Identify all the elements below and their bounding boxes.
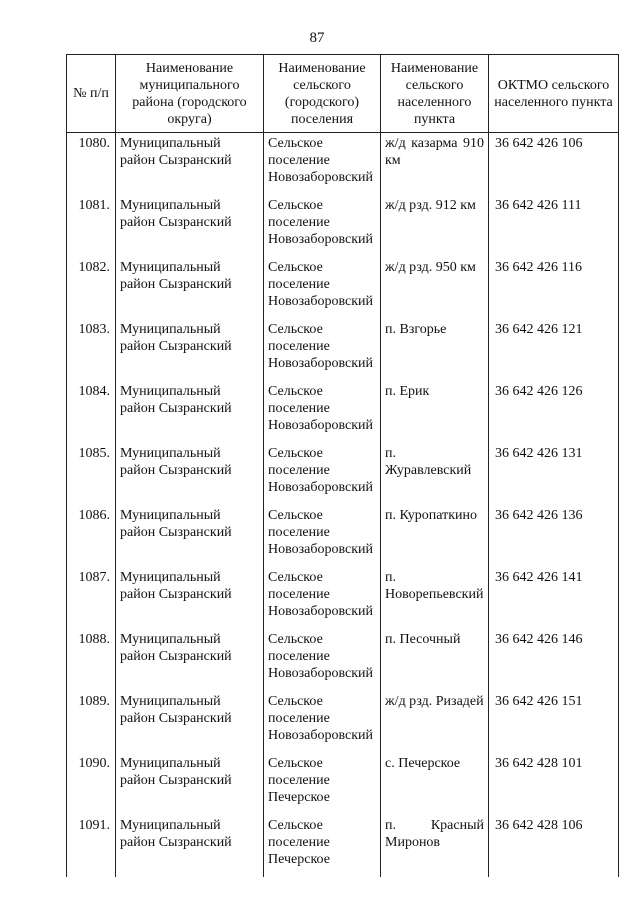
locality-cell: ж/д рзд. Ризадей <box>381 691 489 753</box>
table-row <box>67 505 619 567</box>
table-row <box>67 567 619 629</box>
row-number: 1091. <box>67 815 116 877</box>
row-number: 1080. <box>67 133 116 196</box>
header-oktmo: ОКТМО сельского населенного пункта <box>489 55 619 133</box>
locality-cell: п. Песочный <box>381 629 489 691</box>
district-cell: Муниципальный район Сызранский <box>116 381 264 443</box>
oktmo-cell: 36 642 426 151 <box>489 691 619 753</box>
table-row <box>67 443 619 505</box>
locality-cell: ж/д рзд. 912 км <box>381 195 489 257</box>
locality-cell: с. Печерское <box>381 753 489 815</box>
row-number: 1090. <box>67 753 116 815</box>
settlement-cell: Сельское поселение Новозаборовский <box>264 133 381 196</box>
locality-cell: п. Красный Миронов <box>381 815 489 877</box>
settlement-cell: Сельское поселение Печерское <box>264 815 381 877</box>
row-number: 1088. <box>67 629 116 691</box>
district-cell: Муниципальный район Сызранский <box>116 815 264 877</box>
district-cell: Муниципальный район Сызранский <box>116 443 264 505</box>
district-cell: Муниципальный район Сызранский <box>116 505 264 567</box>
table-row <box>67 133 619 196</box>
table-row <box>67 753 619 815</box>
table-row <box>67 629 619 691</box>
locality-cell: п. Куропаткино <box>381 505 489 567</box>
settlement-cell: Сельское поселение Новозаборовский <box>264 195 381 257</box>
locality-cell: п. Журавлевский <box>381 443 489 505</box>
district-cell: Муниципальный район Сызранский <box>116 567 264 629</box>
oktmo-cell: 36 642 426 126 <box>489 381 619 443</box>
header-district: Наименование муниципального района (городского округа) <box>116 55 264 133</box>
oktmo-cell: 36 642 428 101 <box>489 753 619 815</box>
district-cell: Муниципальный район Сызранский <box>116 319 264 381</box>
row-number: 1084. <box>67 381 116 443</box>
row-number: 1081. <box>67 195 116 257</box>
page-number: 87 <box>309 30 325 46</box>
locality-cell: п. Взгорье <box>381 319 489 381</box>
oktmo-cell: 36 642 426 111 <box>489 195 619 257</box>
table-body <box>67 133 619 878</box>
settlement-cell: Сельское поселение Новозаборовский <box>264 381 381 443</box>
locality-cell: п. Ерик <box>381 381 489 443</box>
settlements-table <box>66 54 619 877</box>
table-row <box>67 691 619 753</box>
row-number: 1087. <box>67 567 116 629</box>
settlement-cell: Сельское поселение Печерское <box>264 753 381 815</box>
locality-cell: ж/д казарма 910 км <box>381 133 489 196</box>
district-cell: Муниципальный район Сызранский <box>116 691 264 753</box>
district-cell: Муниципальный район Сызранский <box>116 629 264 691</box>
oktmo-cell: 36 642 426 131 <box>489 443 619 505</box>
row-number: 1089. <box>67 691 116 753</box>
table-row <box>67 319 619 381</box>
settlement-cell: Сельское поселение Новозаборовский <box>264 629 381 691</box>
table-header-row <box>67 55 619 133</box>
oktmo-cell: 36 642 426 116 <box>489 257 619 319</box>
settlement-cell: Сельское поселение Новозаборовский <box>264 319 381 381</box>
settlement-cell: Сельское поселение Новозаборовский <box>264 567 381 629</box>
row-number: 1083. <box>67 319 116 381</box>
oktmo-cell: 36 642 428 106 <box>489 815 619 877</box>
row-number: 1086. <box>67 505 116 567</box>
settlement-cell: Сельское поселение Новозаборовский <box>264 505 381 567</box>
settlement-cell: Сельское поселение Новозаборовский <box>264 443 381 505</box>
oktmo-cell: 36 642 426 121 <box>489 319 619 381</box>
oktmo-cell: 36 642 426 146 <box>489 629 619 691</box>
district-cell: Муниципальный район Сызранский <box>116 195 264 257</box>
settlement-cell: Сельское поселение Новозаборовский <box>264 691 381 753</box>
row-number: 1082. <box>67 257 116 319</box>
locality-cell: ж/д рзд. 950 км <box>381 257 489 319</box>
district-cell: Муниципальный район Сызранский <box>116 753 264 815</box>
settlement-cell: Сельское поселение Новозаборовский <box>264 257 381 319</box>
row-number: 1085. <box>67 443 116 505</box>
locality-cell: п. Новорепьевский <box>381 567 489 629</box>
header-settlement: Наименование сельского (городского) поселения <box>264 55 381 133</box>
table-row <box>67 381 619 443</box>
oktmo-cell: 36 642 426 106 <box>489 133 619 196</box>
district-cell: Муниципальный район Сызранский <box>116 257 264 319</box>
table-row <box>67 195 619 257</box>
oktmo-cell: 36 642 426 136 <box>489 505 619 567</box>
header-locality: Наименование сельского населенного пункта <box>381 55 489 133</box>
district-cell: Муниципальный район Сызранский <box>116 133 264 196</box>
table-row <box>67 257 619 319</box>
oktmo-cell: 36 642 426 141 <box>489 567 619 629</box>
header-number: № п/п <box>67 55 116 133</box>
table-row <box>67 815 619 877</box>
